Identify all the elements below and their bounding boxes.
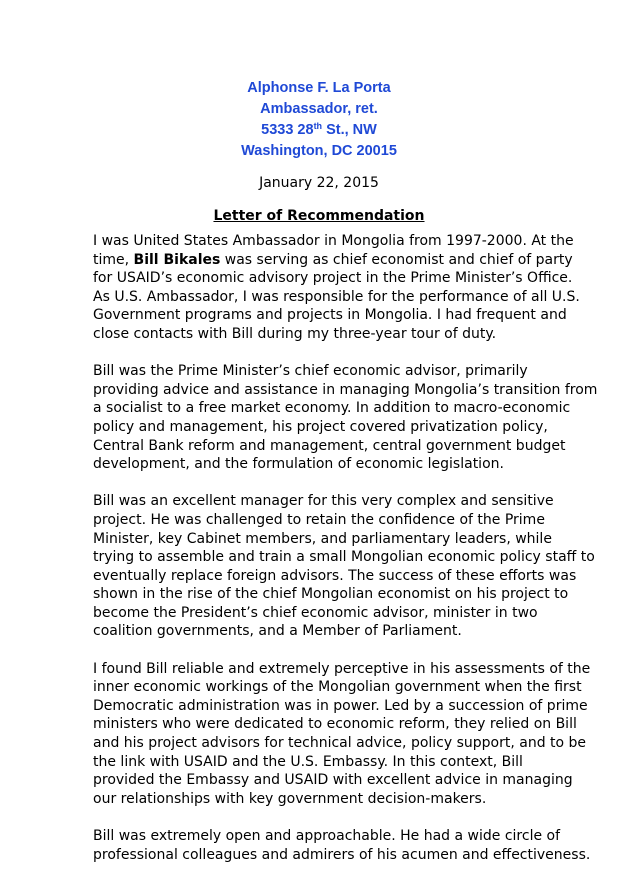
text-line: I was United States Ambassador in Mongolia from 1997-2000. At the (93, 233, 574, 249)
address-street: St., NW (322, 122, 377, 138)
sender-title: Ambassador, ret. (260, 101, 378, 117)
text-line: development, and the formulation of economic legislation. (93, 456, 504, 473)
text-line: As U.S. Ambassador, I was responsible for the performance of all U.S. (93, 288, 580, 305)
text-line: policy and management, his project covered privatization policy, (93, 418, 548, 435)
text-line: Democratic administration was in power. Led by a succession of prime (93, 697, 588, 714)
text-line (93, 251, 573, 270)
text-line: Central Bank reform and management, central government budget (93, 437, 566, 454)
text-line: provided the Embassy and USAID with excellent advice in managing (93, 772, 573, 789)
text-line: the link with USAID and the U.S. Embassy. In this context, Bill (93, 753, 523, 770)
text-line: Bill was an excellent manager for this very complex and sensitive (93, 493, 554, 510)
text-line: Government programs and projects in Mongolia. I had frequent and (93, 307, 567, 324)
text-line-start: time, (93, 251, 134, 268)
letterhead (0, 78, 638, 162)
text-line: become the President’s chief economic advisor, minister in two (93, 604, 538, 621)
text-line: a socialist to a free market economy. In addition to macro-economic (93, 400, 571, 417)
paragraph-2 (93, 362, 598, 474)
text-line: Minister, key Cabinet members, and parliamentary leaders, while (93, 530, 552, 547)
paragraph-3 (93, 492, 595, 641)
text-line: project. He was challenged to retain the confidence of the Prime (93, 511, 545, 528)
text-line: ministers who were dedicated to economic reform, they relied on Bill (93, 716, 577, 733)
paragraph-1 (93, 232, 580, 344)
text-line-rest: was serving as chief economist and chief of party (220, 251, 573, 268)
text-line: eventually replace foreign advisors. The success of these efforts was (93, 567, 577, 584)
letter-date: January 22, 2015 (259, 175, 379, 191)
sender-name: Alphonse F. La Porta (247, 80, 391, 96)
text-line: close contacts with Bill during my three-year tour of duty. (93, 325, 497, 342)
text-line: Bill was the Prime Minister’s chief economic advisor, primarily (93, 363, 528, 380)
text-line: and his project advisors for technical advice, policy support, and to be (93, 735, 587, 752)
text-line: coalition governments, and a Member of Parliament. (93, 623, 462, 640)
address-number: 5333 28 (261, 122, 314, 138)
address-ordinal: th (313, 121, 323, 131)
text-line: for USAID’s economic advisory project in the Prime Minister’s Office. (93, 270, 573, 287)
sender-address (0, 120, 638, 141)
text-line: shown in the rise of the chief Mongolian economist on his project to (93, 586, 569, 603)
letter-body (93, 232, 598, 883)
paragraph-5 (93, 827, 591, 864)
paragraph-4 (93, 660, 591, 809)
text-line: inner economic workings of the Mongolian government when the first (93, 679, 582, 696)
text-line: professional colleagues and admirers of his acumen and effectiveness. (93, 846, 591, 863)
text-line: providing advice and assistance in managing Mongolia’s transition from (93, 381, 598, 398)
sender-city: Washington, DC 20015 (241, 143, 397, 159)
text-line: I found Bill reliable and extremely perceptive in his assessments of the (93, 660, 591, 677)
letter-subject: Letter of Recommendation (213, 208, 425, 224)
recommended-person-name: Bill Bikales (133, 251, 221, 268)
text-line: our relationships with key government decision-makers. (93, 790, 487, 807)
text-line: trying to assemble and train a small Mongolian economic policy staff to (93, 549, 595, 566)
text-line: Bill was extremely open and approachable. He had a wide circle of (93, 828, 561, 844)
